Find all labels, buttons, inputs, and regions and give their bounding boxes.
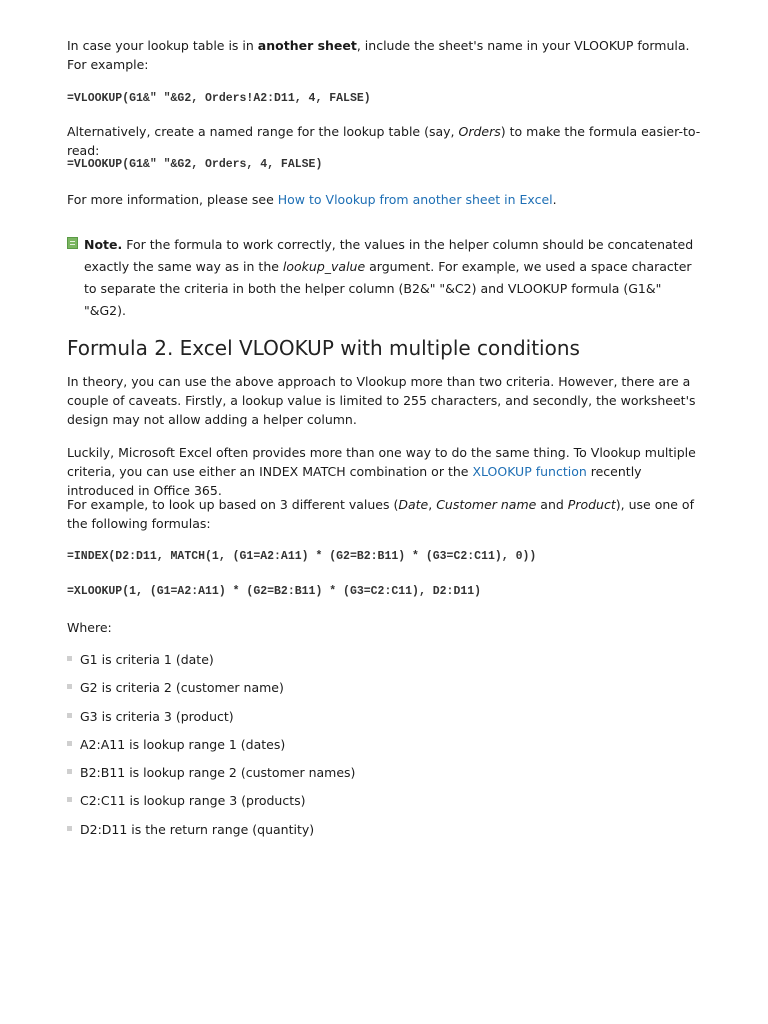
list-item xyxy=(67,791,355,819)
named-range-text: Alternatively, create a named range for the lookup table (say, xyxy=(67,124,459,139)
list-item-text: G1 is criteria 1 (date) xyxy=(80,652,214,667)
formula-vlookup-sheet: =VLOOKUP(G1&" "&G2, Orders!A2:D11, 4, FALSE) xyxy=(67,92,371,105)
criteria-list xyxy=(67,650,355,848)
list-item xyxy=(67,735,355,763)
example-sep1: , xyxy=(428,497,437,512)
named-range-paragraph xyxy=(67,122,707,160)
formula-xlookup: =XLOOKUP(1, (G1=A2:A11) * (G2=B2:B11) * (G3=C2:C11), D2:D11) xyxy=(67,585,482,598)
section-heading: Formula 2. Excel VLOOKUP with multiple conditions xyxy=(67,336,580,360)
list-item xyxy=(67,707,355,735)
example-italic-product: Product xyxy=(567,497,616,512)
luckily-paragraph xyxy=(67,443,707,500)
vlookup-another-sheet-link[interactable]: How to Vlookup from another sheet in Excel xyxy=(277,192,553,207)
list-item-text: B2:B11 is lookup range 2 (customer names) xyxy=(80,765,356,781)
list-item-text: G3 is criteria 3 (product) xyxy=(80,708,234,724)
note-text-part2: argument. For example, we used a space character to separate the criteria in both the helper column (B2&" "&C2) and VLOOKUP formula (G1&" "&G2). xyxy=(84,259,692,318)
bullet-icon xyxy=(67,741,72,746)
named-range-italic: Orders xyxy=(458,124,501,139)
note-label: Note. xyxy=(84,237,123,252)
note-italic: lookup_value xyxy=(282,259,366,274)
example-italic-date: Date xyxy=(398,497,429,512)
bullet-icon xyxy=(67,769,72,774)
luckily-text: Luckily, Microsoft Excel often provides more than one way to do the same thing. To Vlookup multiple criteria, you can use either an INDEX MATCH combination or the xyxy=(67,445,696,479)
bullet-icon xyxy=(67,826,72,831)
more-info-period: . xyxy=(552,192,557,207)
intro-text: In case your lookup table is in xyxy=(67,38,258,53)
where-label: Where: xyxy=(67,620,112,635)
example-text-end: ), use one of the following formulas: xyxy=(67,497,694,531)
intro-text-end: , include the sheet's name in your VLOOKUP formula. For example: xyxy=(67,38,690,72)
formula-index-match: =INDEX(D2:D11, MATCH(1, (G1=A2:A11) * (G2=B2:B11) * (G3=C2:C11), 0)) xyxy=(67,550,537,563)
theory-paragraph: In theory, you can use the above approach to Vlookup more than two criteria. However, there are a couple of caveats. Firstly, a lookup value is limited to 255 characters, and secondly, the worksheet's design may not allow adding a helper column. xyxy=(67,374,696,427)
formula-vlookup-named: =VLOOKUP(G1&" "&G2, Orders, 4, FALSE) xyxy=(67,158,323,171)
list-item-text: D2:D11 is the return range (quantity) xyxy=(80,821,315,837)
list-item-text: C2:C11 is lookup range 3 (products) xyxy=(80,793,306,809)
list-item xyxy=(67,650,355,678)
example-sep2: and xyxy=(536,497,568,512)
note-icon xyxy=(67,237,78,249)
intro-paragraph xyxy=(67,36,707,74)
named-range-text-end: ) to make the formula easier-to-read: xyxy=(67,124,701,158)
intro-bold: another sheet xyxy=(257,38,357,53)
example-italic-customer: Customer name xyxy=(436,497,537,512)
xlookup-function-link[interactable]: XLOOKUP function xyxy=(472,464,587,479)
note-box xyxy=(67,234,707,322)
list-item xyxy=(67,763,355,791)
bullet-icon xyxy=(67,713,72,718)
bullet-icon xyxy=(67,797,72,802)
bullet-icon xyxy=(67,684,72,689)
list-item-text: G2 is criteria 2 (customer name) xyxy=(80,680,284,696)
note-text xyxy=(84,234,707,322)
note-text-part1: For the formula to work correctly, the values in the helper column should be concatenated exactly the same way as in the xyxy=(84,237,694,274)
more-info-paragraph xyxy=(67,190,707,209)
bullet-icon xyxy=(67,656,72,661)
list-item xyxy=(67,678,355,706)
example-paragraph xyxy=(67,495,707,533)
list-item xyxy=(67,820,355,848)
more-info-text: For more information, please see xyxy=(67,192,278,207)
list-item-text: A2:A11 is lookup range 1 (dates) xyxy=(80,736,286,752)
luckily-text-end: recently introduced in Office 365. xyxy=(67,464,642,498)
example-text: For example, to look up based on 3 different values ( xyxy=(67,497,399,512)
